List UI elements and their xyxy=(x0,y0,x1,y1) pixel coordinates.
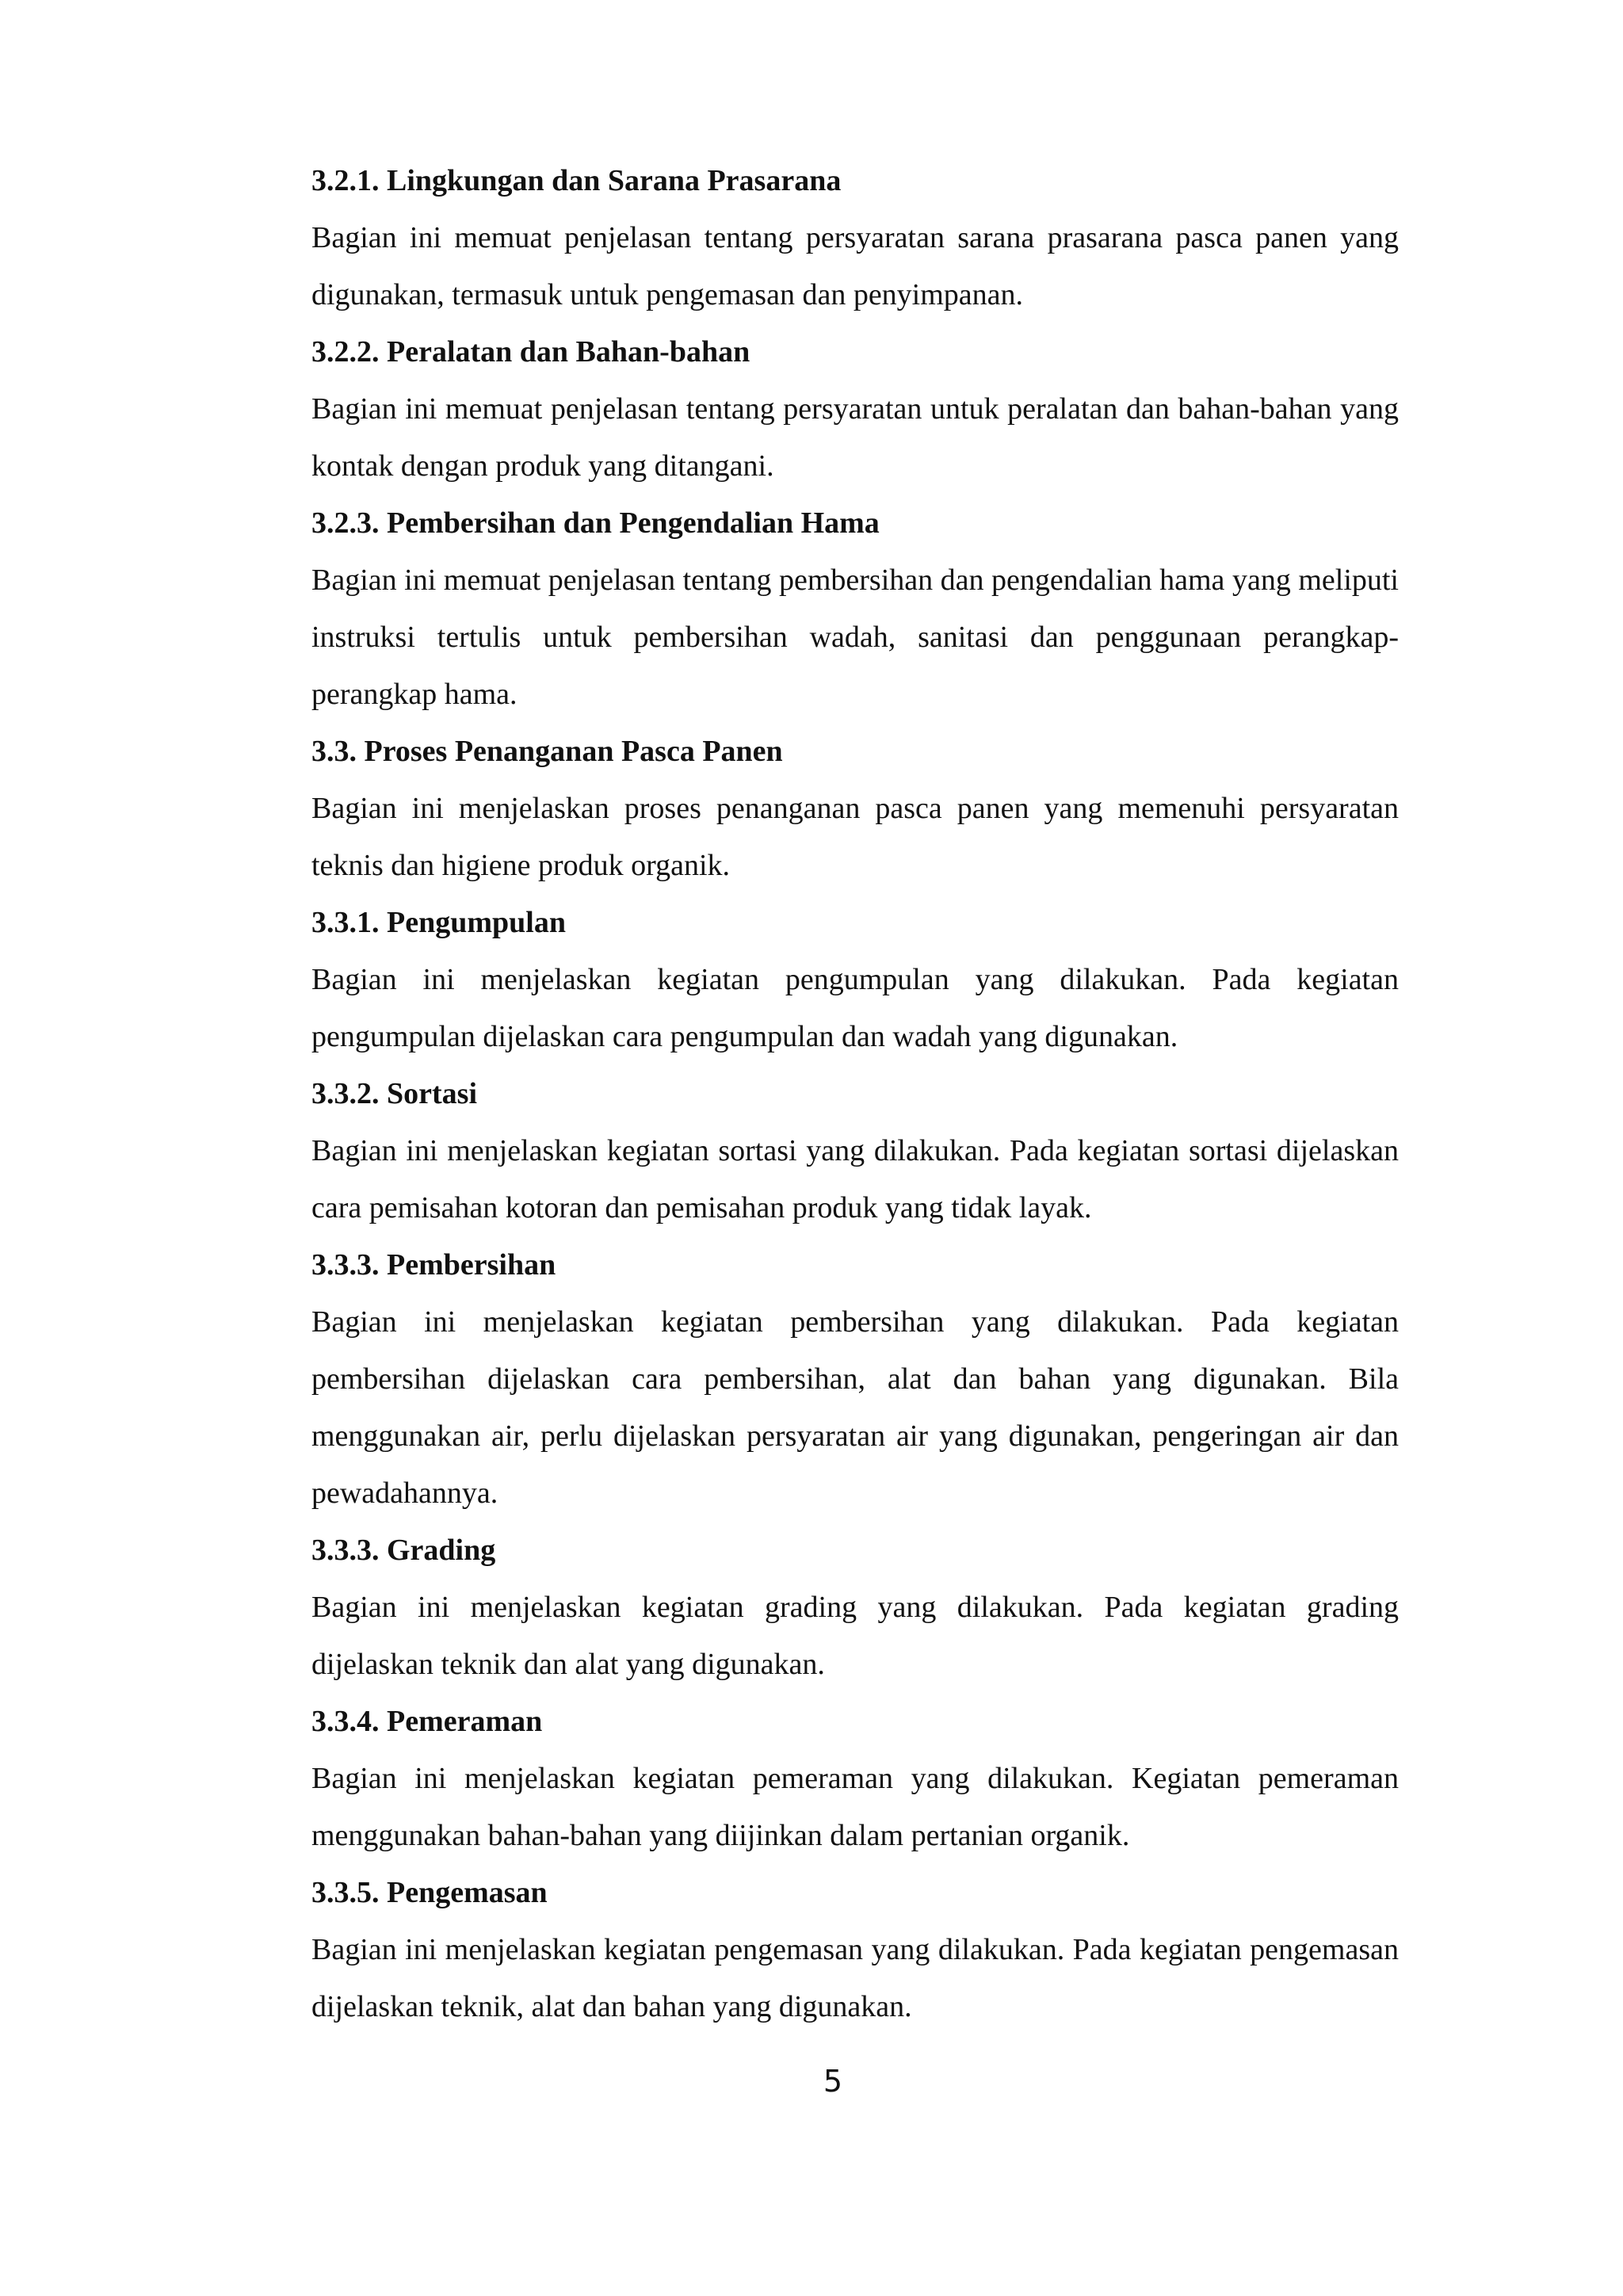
section-paragraph: Bagian ini memuat penjelasan tentang persyaratan sarana prasarana pasca panen yang digunakan, termasuk untuk pengemasan dan penyimpanan. xyxy=(311,221,1399,311)
section-heading: 3.3.2. Sortasi xyxy=(311,1077,477,1110)
section-heading: 3.3.3. Grading xyxy=(311,1534,496,1567)
document-body xyxy=(311,152,1399,2035)
section-paragraph: Bagian ini menjelaskan proses penanganan pasca panen yang memenuhi persyaratan teknis dan higiene produk organik. xyxy=(311,792,1399,882)
section-paragraph: Bagian ini memuat penjelasan tentang persyaratan untuk peralatan dan bahan-bahan yang kontak dengan produk yang ditangani. xyxy=(311,392,1399,483)
section-heading: 3.3.4. Pemeraman xyxy=(311,1705,543,1738)
section-heading: 3.3.5. Pengemasan xyxy=(311,1876,548,1909)
section-paragraph: Bagian ini memuat penjelasan tentang pembersihan dan pengendalian hama yang meliputi instruksi tertulis untuk pembersihan wadah, sanitasi dan penggunaan perangkap-perangkap hama. xyxy=(311,563,1399,711)
section-heading: 3.2.2. Peralatan dan Bahan-bahan xyxy=(311,335,750,369)
section-heading: 3.2.3. Pembersihan dan Pengendalian Hama xyxy=(311,506,880,540)
section-paragraph: Bagian ini menjelaskan kegiatan pembersihan yang dilakukan. Pada kegiatan pembersihan dijelaskan cara pembersihan, alat dan bahan yang digunakan. Bila menggunakan air, perlu dijelaskan persyaratan air yang digunakan, pengeringan air dan pewadahannya. xyxy=(311,1305,1399,1510)
section-paragraph: Bagian ini menjelaskan kegiatan pengemasan yang dilakukan. Pada kegiatan pengemasan dijelaskan teknik, alat dan bahan yang digunakan. xyxy=(311,1933,1399,2023)
section-heading: 3.2.1. Lingkungan dan Sarana Prasarana xyxy=(311,164,842,197)
section-paragraph: Bagian ini menjelaskan kegiatan pengumpulan yang dilakukan. Pada kegiatan pengumpulan dijelaskan cara pengumpulan dan wadah yang digunakan. xyxy=(311,963,1399,1053)
section-paragraph: Bagian ini menjelaskan kegiatan pemeraman yang dilakukan. Kegiatan pemeraman menggunakan bahan-bahan yang diijinkan dalam pertanian organik. xyxy=(311,1762,1399,1852)
section-paragraph: Bagian ini menjelaskan kegiatan grading yang dilakukan. Pada kegiatan grading dijelaskan teknik dan alat yang digunakan. xyxy=(311,1591,1399,1681)
section-heading: 3.3. Proses Penanganan Pasca Panen xyxy=(311,735,783,768)
section-heading: 3.3.1. Pengumpulan xyxy=(311,906,566,939)
page-number: 5 xyxy=(823,2064,843,2099)
section-heading: 3.3.3. Pembersihan xyxy=(311,1248,556,1282)
section-paragraph: Bagian ini menjelaskan kegiatan sortasi yang dilakukan. Pada kegiatan sortasi dijelaskan cara pemisahan kotoran dan pemisahan produk yang tidak layak. xyxy=(311,1134,1399,1224)
